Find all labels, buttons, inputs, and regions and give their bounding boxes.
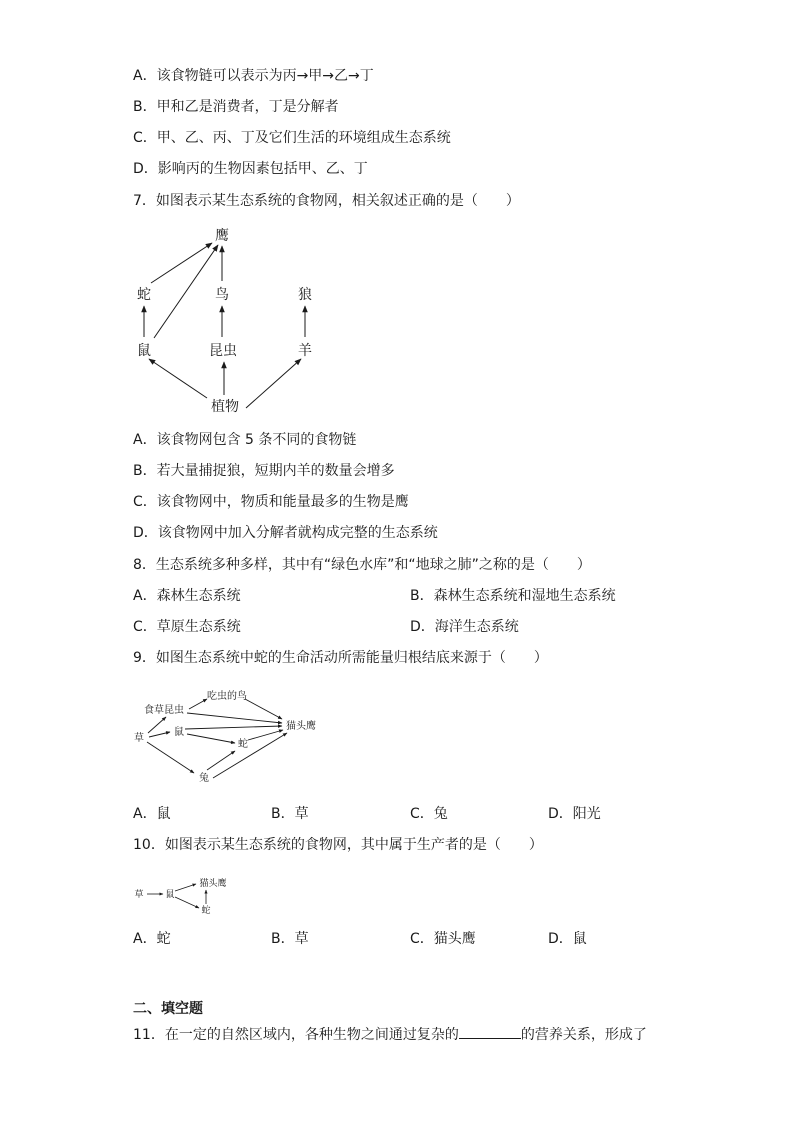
q10-arrow-shu-maotouying [175,884,196,891]
q8-option-d: D．海洋生态系统 [410,619,519,635]
q9-node-she: 蛇 [238,739,248,750]
q8-option-c: C．草原生态系统 [133,619,241,635]
q10-arrow-shu-she [175,897,199,908]
q9-arrow-she-maotouying [248,730,283,740]
q7-node-ying: 鹰 [215,228,229,244]
q9-stem: 9．如图生态系统中蛇的生命活动所需能量归根结底来源于（ ） [133,650,548,666]
q7-node-she: 蛇 [137,287,151,303]
q7-node-zhiwu: 植物 [211,399,239,415]
q11-text-part1: 11．在一定的自然区域内，各种生物之间通过复杂的 [133,1027,459,1043]
q11-stem [133,1024,647,1045]
q9-option-b: B．草 [271,806,309,822]
q10-option-d: D．鼠 [548,931,587,947]
q7-arrow-shu-ying [154,245,218,338]
q10-option-a: A．蛇 [133,931,171,947]
q7-node-niao: 鸟 [215,287,229,303]
q6-option-b: B．甲和乙是消费者，丁是分解者 [133,99,339,115]
q10-node-shu: 鼠 [165,890,175,900]
q10-option-c: C．猫头鹰 [410,931,476,947]
q9-arrow-niao-maotouying [245,699,282,719]
q9-arrow-kunchong-maotouying [187,713,282,723]
section-title: 二、填空题 [133,1001,203,1017]
q6-option-c: C．甲、乙、丙、丁及它们生活的环境组成生态系统 [133,130,451,146]
q9-node-shu: 鼠 [174,727,184,738]
q6-option-a: A．该食物链可以表示为丙→甲→乙→丁 [133,68,374,84]
q9-node-kunchong: 食草昆虫 [144,705,184,716]
q7-option-d: D．该食物网中加入分解者就构成完整的生态系统 [133,525,438,541]
q9-arrow-shu-maotouying [185,726,282,729]
q7-node-yang: 羊 [298,343,312,359]
q11-blank[interactable] [459,1024,521,1039]
q10-option-b: B．草 [271,931,309,947]
q9-node-tu: 兔 [199,773,209,784]
q11-text-part2: 的营养关系，形成了 [520,1027,647,1043]
q9-arrow-tu-maotouying [213,733,287,778]
q10-node-cao: 草 [134,890,144,900]
q9-node-niao: 吃虫的鸟 [207,691,247,702]
q9-arrow-cao-tu [147,742,194,773]
q9-arrow-shu-she [187,734,235,743]
q7-node-shu: 鼠 [137,343,151,359]
q9-arrow-cao-shu [149,732,170,737]
q7-node-kunchong: 昆虫 [209,343,237,359]
q9-option-c: C．兔 [410,806,448,822]
q9-arrow-cao-kunchong [148,717,166,733]
q7-option-b: B．若大量捕捉狼，短期内羊的数量会增多 [133,463,395,479]
q7-arrow-zhiwu-shu [149,359,207,398]
q7-arrow-she-ying [151,243,212,283]
q7-option-a: A．该食物网包含 5 条不同的食物链 [133,432,357,448]
q7-stem: 7．如图表示某生态系统的食物网，相关叙述正确的是（ ） [133,193,520,209]
q8-option-b: B．森林生态系统和湿地生态系统 [410,588,616,604]
q10-stem: 10．如图表示某生态系统的食物网，其中属于生产者的是（ ） [133,837,543,853]
q9-node-maotouying: 猫头鹰 [286,721,316,732]
q9-option-d: D．阳光 [548,806,601,822]
q7-node-lang: 狼 [298,287,312,303]
q7-arrow-zhiwu-yang [246,359,301,408]
q9-node-cao: 草 [134,733,144,744]
q10-node-maotouying: 猫头鹰 [199,879,227,889]
q8-option-a: A．森林生态系统 [133,588,241,604]
q9-arrow-tu-she [207,751,235,770]
q9-arrow-kunchong-niao [189,699,207,709]
q6-option-d: D．影响丙的生物因素包括甲、乙、丁 [133,161,368,177]
q9-option-a: A．鼠 [133,806,171,822]
q8-stem: 8．生态系统多种多样，其中有“绿色水库”和“地球之肺”之称的是（ ） [133,557,591,573]
q7-option-c: C．该食物网中，物质和能量最多的生物是鹰 [133,494,409,510]
q10-node-she: 蛇 [201,906,211,916]
